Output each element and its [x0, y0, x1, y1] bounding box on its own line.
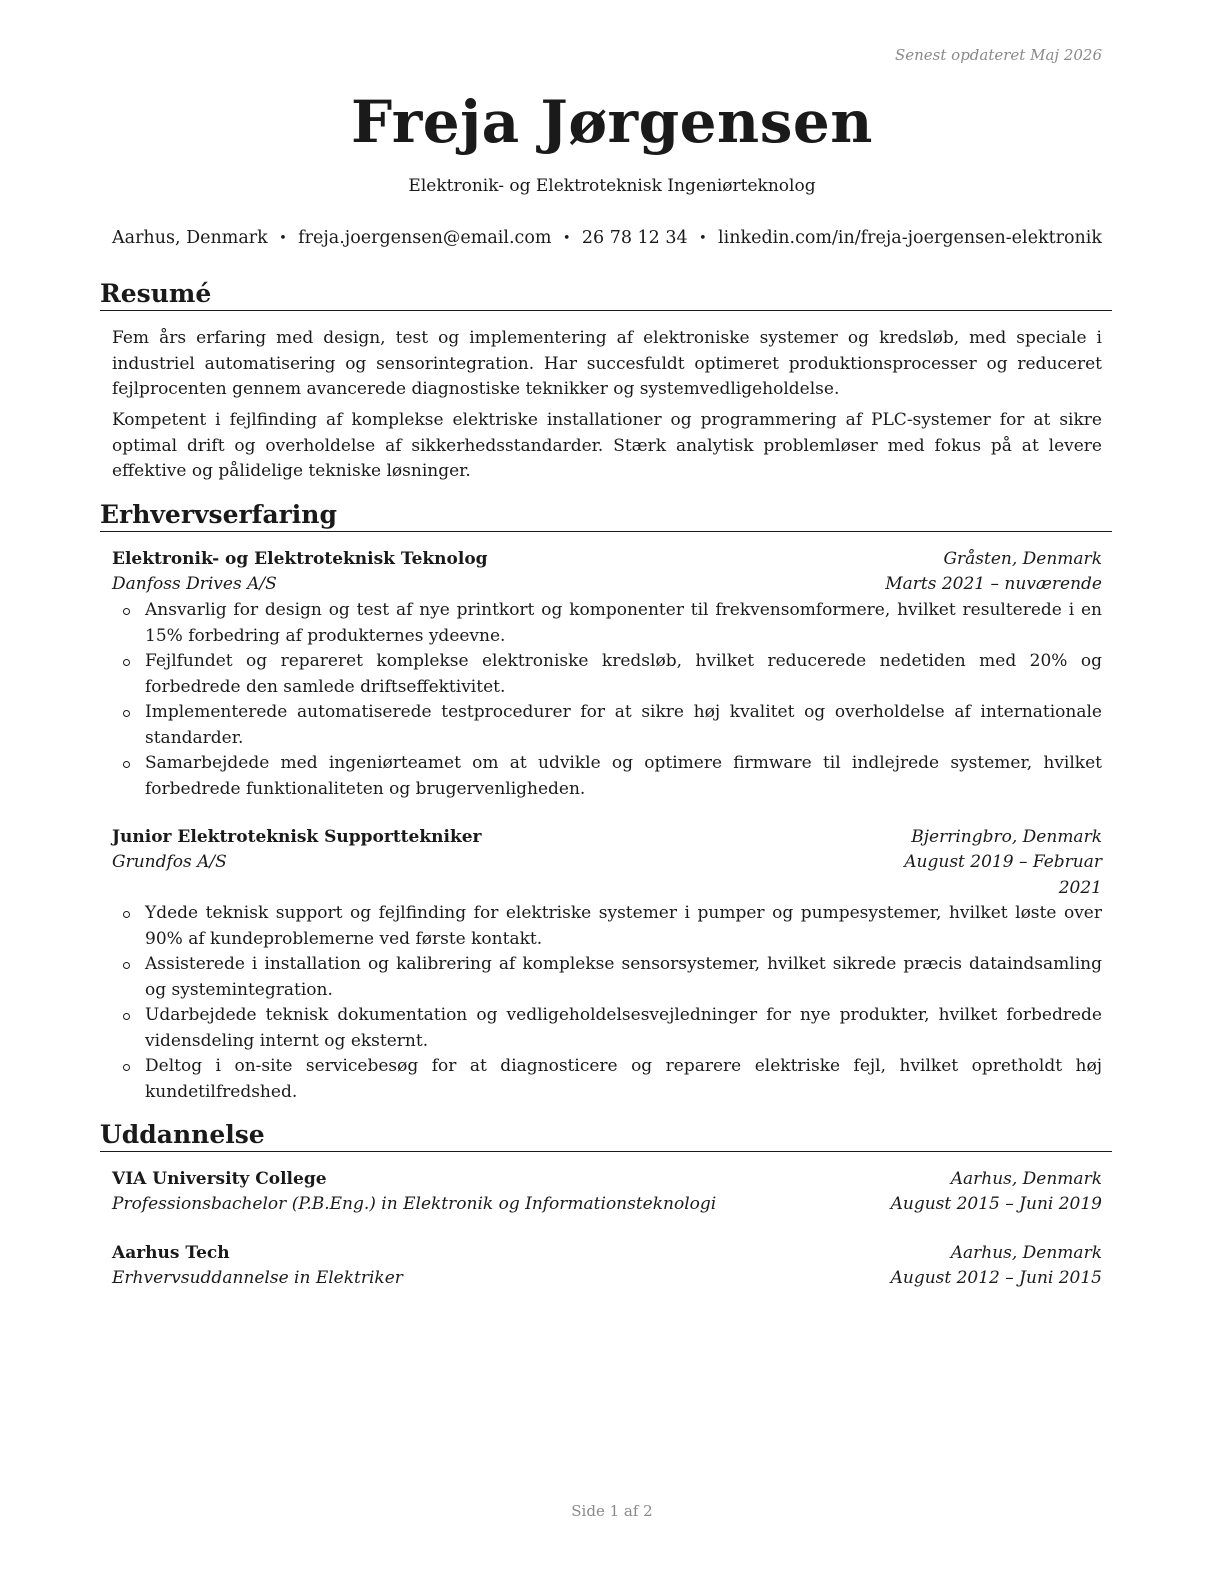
list-item: [112, 598, 1102, 649]
job-subheader: [112, 572, 1102, 598]
job-location: Gråsten, Denmark: [943, 549, 1102, 569]
bullet-text: Implementerede automatiserede testprocedurer for at sikre høj kvalitet og overholdelse af internationale standarder.: [145, 702, 1102, 748]
separator-bullet-icon: •: [562, 230, 571, 246]
school-location: Aarhus, Denmark: [950, 1243, 1102, 1263]
contact-line: [112, 228, 1102, 248]
separator-bullet-icon: •: [698, 230, 707, 246]
section-heading-summary: Resumé: [100, 279, 1112, 311]
education-subheader: [112, 1192, 1102, 1218]
job-title: Elektronik- og Elektroteknisk Teknolog: [112, 549, 488, 569]
job-dates: August 2019 – Februar 2021: [904, 852, 1102, 898]
summary-paragraph: Kompetent i fejlfinding af komplekse elektriske installationer og programmering af PLC-systemer for at sikre optimal drift og overholdelse af sikkerhedsstandarder. Stærk analytisk problemløser med fokus på at levere effektive og pålidelige tekniske løsninger.: [112, 410, 1102, 481]
degree: Professionsbachelor (P.B.Eng.) in Elektronik og Informationsteknologi: [112, 1194, 717, 1214]
job-location: Bjerringbro, Denmark: [911, 827, 1102, 847]
contact-location: Aarhus, Denmark: [112, 228, 268, 248]
circle-bullet-icon: [123, 710, 130, 717]
list-item: [112, 700, 1102, 751]
education-header: [112, 1241, 1102, 1267]
section-heading-experience: Erhvervserfaring: [100, 500, 1112, 532]
circle-bullet-icon: [123, 1013, 130, 1020]
bullet-text: Fejlfundet og repareret komplekse elektroniske kredsløb, hvilket reducerede nedetiden med 20% og forbedrede den samlede driftseffektivitet.: [145, 651, 1102, 697]
job-header: [112, 547, 1102, 573]
list-item: [112, 1054, 1102, 1105]
separator-bullet-icon: •: [279, 230, 287, 246]
job-company: Danfoss Drives A/S: [112, 574, 277, 594]
circle-bullet-icon: [123, 1064, 130, 1071]
job-subheader: [112, 850, 1102, 901]
job-dates: Marts 2021 – nuværende: [885, 574, 1102, 594]
candidate-title: Elektronik- og Elektroteknisk Ingeniørteknolog: [408, 176, 816, 196]
contact-linkedin[interactable]: linkedin.com/in/freja-joergensen-elektronik: [718, 228, 1102, 248]
job-company: Grundfos A/S: [112, 852, 227, 872]
degree: Erhvervsuddannelse in Elektriker: [112, 1268, 403, 1288]
bullet-text: Ydede teknisk support og fejlfinding for elektriske systemer i pumper og pumpesystemer, hvilket løste over 90% af kundeproblemerne ved første kontakt.: [145, 903, 1102, 949]
education-header: [112, 1167, 1102, 1193]
education-dates: August 2012 – Juni 2015: [890, 1268, 1102, 1288]
last-updated-note: Senest opdateret Maj 2026: [894, 46, 1102, 64]
school-location: Aarhus, Denmark: [950, 1169, 1102, 1189]
bullet-text: Deltog i on-site servicebesøg for at diagnosticere og reparere elektriske fejl, hvilket opretholdt høj kundetilfredshed.: [145, 1056, 1102, 1102]
contact-email[interactable]: freja.joergensen@email.com: [298, 228, 552, 248]
list-item: [112, 901, 1102, 952]
school-name: Aarhus Tech: [112, 1243, 230, 1263]
job-title: Junior Elektroteknisk Supporttekniker: [112, 827, 482, 847]
list-item: [112, 649, 1102, 700]
circle-bullet-icon: [123, 962, 130, 969]
circle-bullet-icon: [123, 659, 130, 666]
list-item: [112, 751, 1102, 802]
page-number: Side 1 af 2: [571, 1502, 653, 1520]
education-dates: August 2015 – Juni 2019: [890, 1194, 1102, 1214]
circle-bullet-icon: [123, 608, 130, 615]
list-item: [112, 952, 1102, 1003]
school-name: VIA University College: [112, 1169, 327, 1189]
circle-bullet-icon: [123, 911, 130, 918]
job-bullet-list: [112, 598, 1102, 802]
contact-phone: 26 78 12 34: [581, 228, 688, 248]
bullet-text: Udarbejdede teknisk dokumentation og vedligeholdelsesvejledninger for nye produkter, hvilket forbedrede vidensdeling internt og eksternt.: [145, 1005, 1102, 1051]
bullet-text: Samarbejdede med ingeniørteamet om at udvikle og optimere firmware til indlejrede systemer, hvilket forbedrede funktionaliteten og brugervenligheden.: [145, 753, 1102, 799]
candidate-name: Freja Jørgensen: [351, 88, 873, 156]
education-subheader: [112, 1266, 1102, 1292]
job-header: [112, 825, 1102, 851]
section-heading-education: Uddannelse: [100, 1120, 1112, 1152]
list-item: [112, 1003, 1102, 1054]
circle-bullet-icon: [123, 761, 130, 768]
bullet-text: Ansvarlig for design og test af nye printkort og komponenter til frekvensomformere, hvilket resulterede i en 15% forbedring af produkternes ydeevne.: [145, 600, 1102, 646]
summary-paragraph: Fem års erfaring med design, test og implementering af elektroniske systemer og kredsløb, med speciale i industriel automatisering og sensorintegration. Har succesfuldt optimeret produktionsprocesser og reduceret fejlprocenten gennem avancerede diagnostiske teknikker og systemvedligeholdelse.: [112, 328, 1102, 399]
job-bullet-list: [112, 901, 1102, 1105]
bullet-text: Assisterede i installation og kalibrering af komplekse sensorsystemer, hvilket sikrede præcis dataindsamling og systemintegration.: [145, 954, 1102, 1000]
